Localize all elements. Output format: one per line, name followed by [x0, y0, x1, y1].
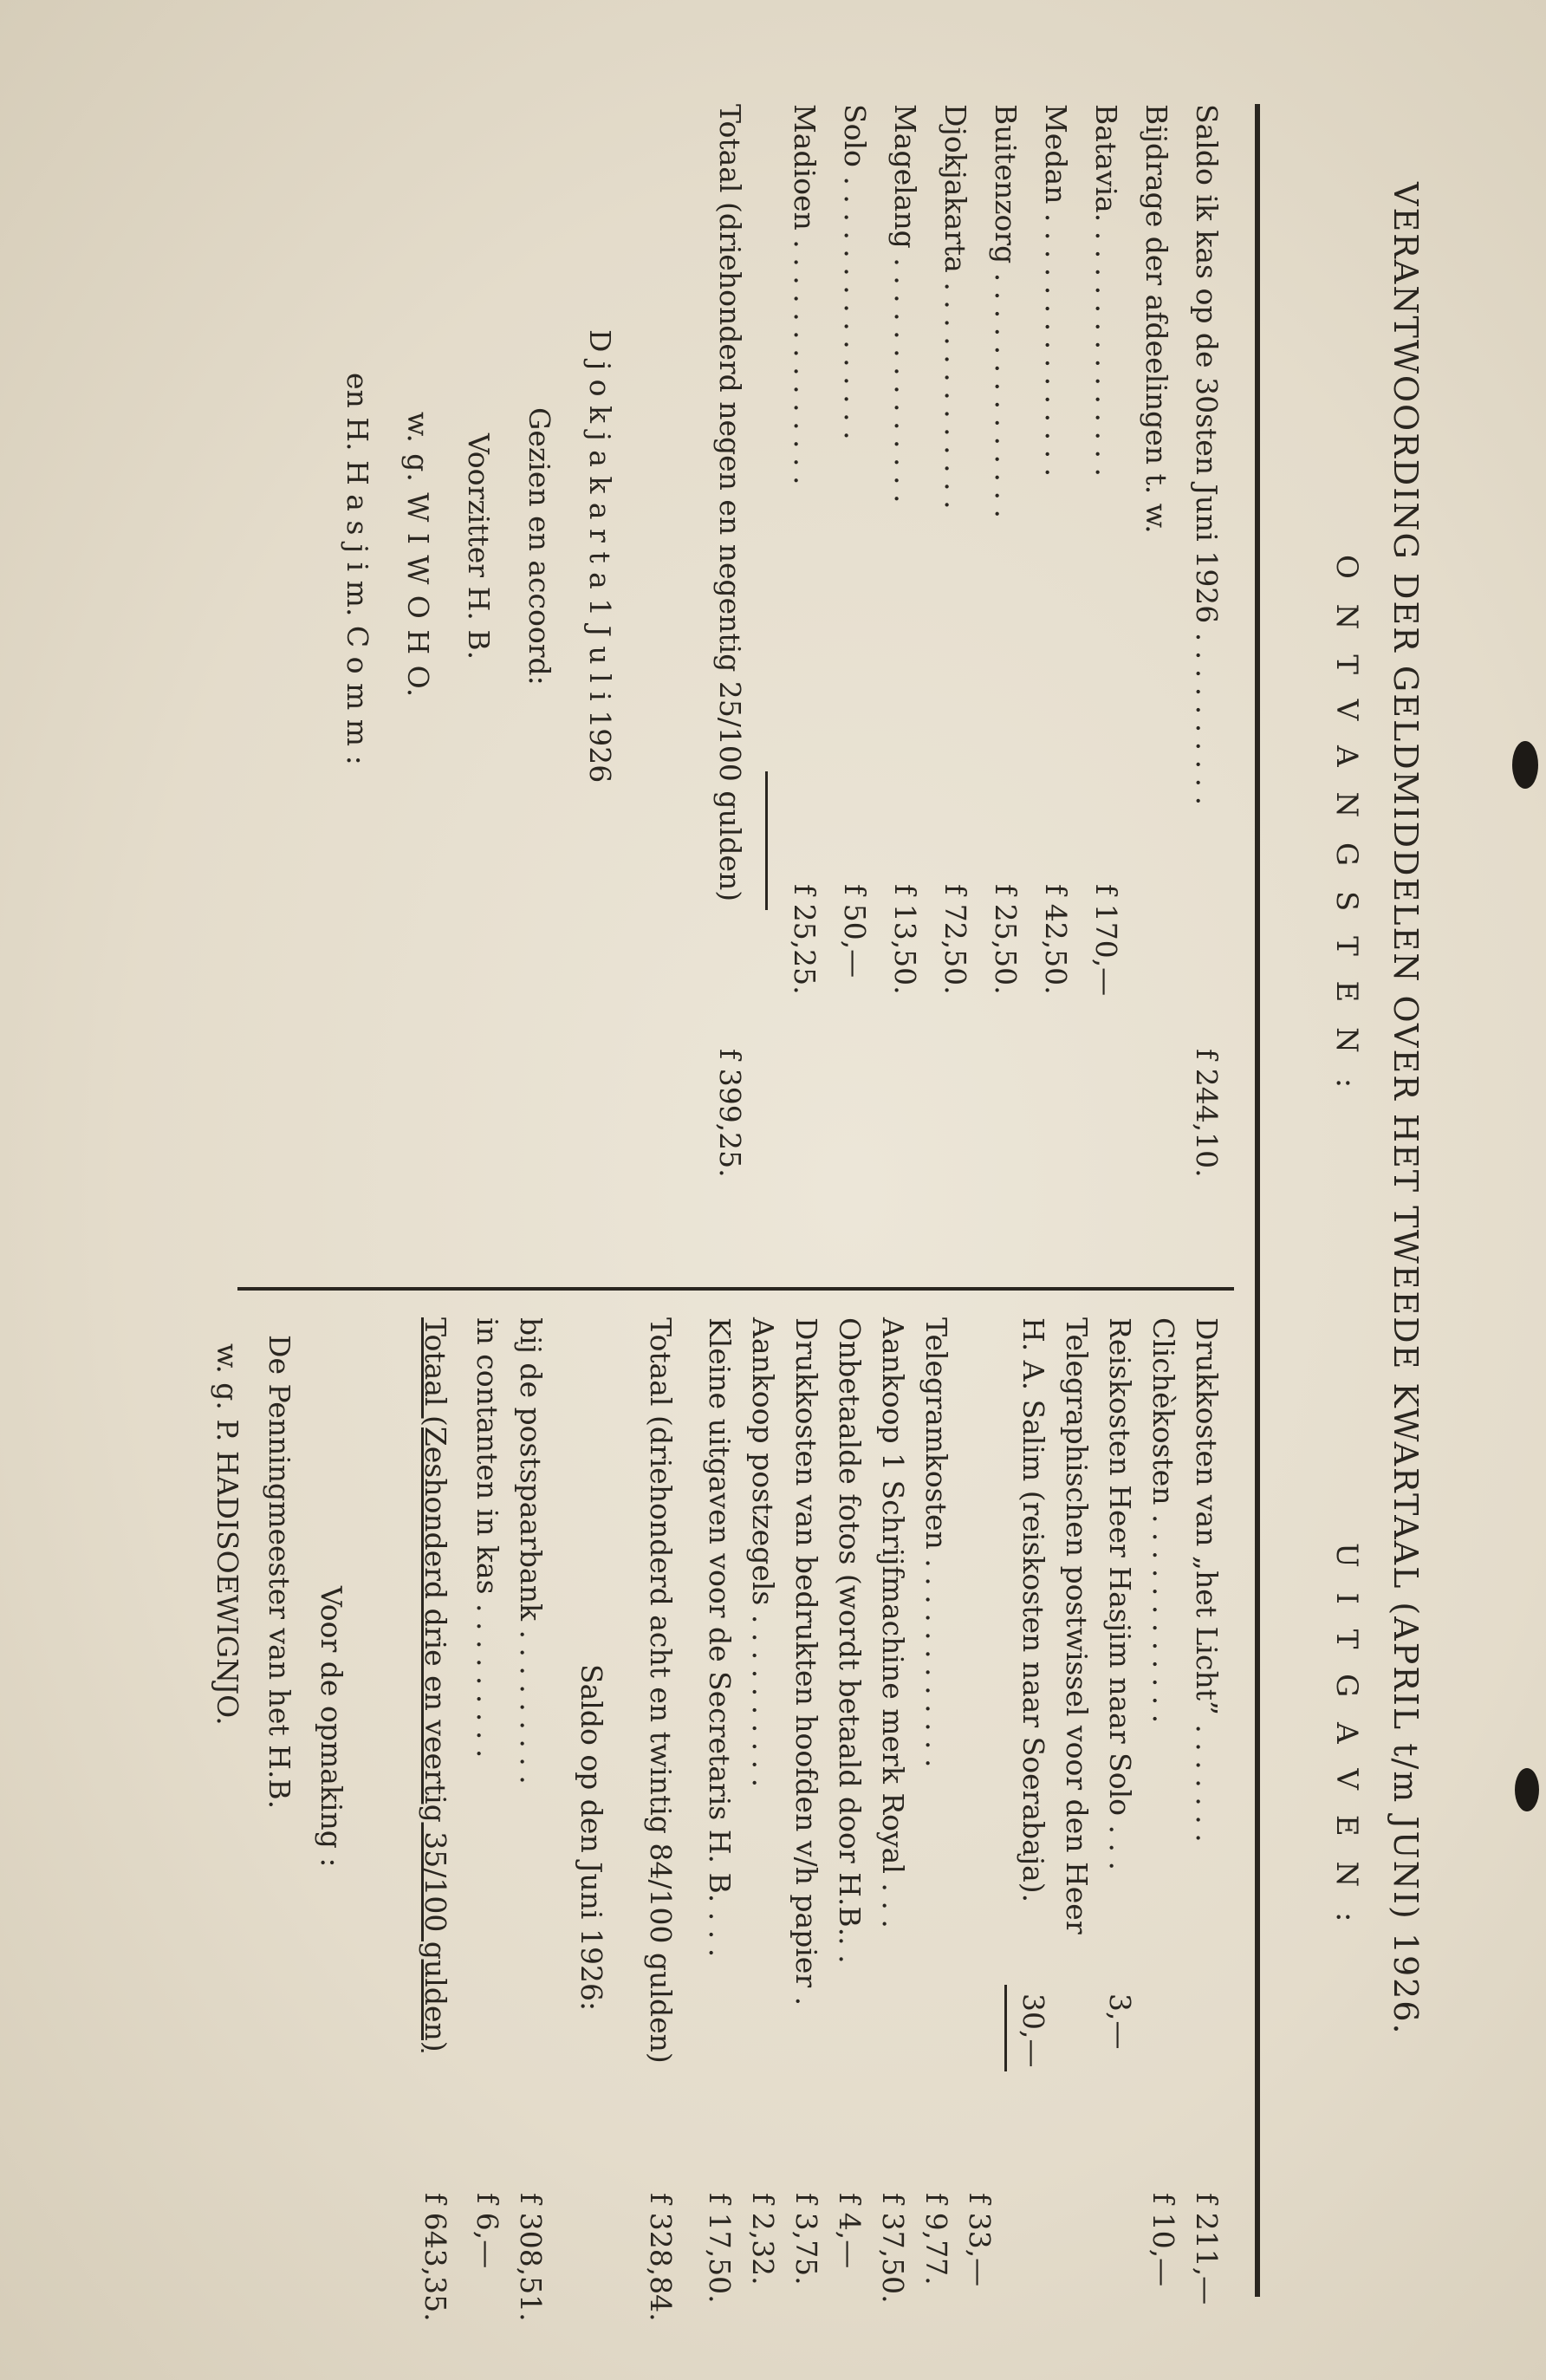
income-row: Madioen . . . . . . . . . . . . . . f 25,25. — [788, 104, 822, 995]
treasurer-signature: w. g. P. HADISOEWIGNJO. — [211, 1343, 244, 1726]
income-row: Solo . . . . . . . . . . . . . . . f 50,— — [838, 104, 872, 979]
expense-row: Clichèkosten . . . . . . . . . . . . f 10,— — [1147, 1317, 1180, 2287]
grand-total-row: Totaal (Zeshonderd drie en veertig 35/100 gulden) f 643,35. — [419, 1317, 452, 2322]
approval-text: Gezien en accoord: — [523, 407, 556, 686]
expense-row: Drukkosten van „het Licht” . . . . . . . f 211,— — [1190, 1317, 1224, 2305]
expense-row: Aankoop 1 Schrijfmachine merk Royal . . . f 37,50. — [876, 1317, 910, 2304]
column-divider — [237, 1287, 1234, 1291]
expense-row: f 33,— — [963, 2193, 997, 2287]
expense-row: Telegramkosten . . . . . . . . . . . . f 9,77. — [919, 1317, 953, 2286]
expense-row: Reiskosten Heer Hasjim naar Solo . . . 3,— — [1103, 1317, 1137, 2050]
expense-total-row: Totaal (driehonderd acht en twintig 84/100 gulden) f 328,84. — [644, 1317, 678, 2322]
header-rule — [1255, 104, 1260, 2297]
subtotal-rule — [1004, 1985, 1007, 2071]
expense-row: H. A. Salim (reiskosten naar Soerabaja). 30,— — [1017, 1317, 1050, 2068]
income-row: Bijdrage der afdeelingen t. w. — [1140, 104, 1173, 534]
income-row: Medan . . . . . . . . . . . . . . . f 42,50. — [1039, 104, 1073, 995]
place-date: D j o k j a k a r t a 1 J u l i 1926 — [583, 329, 617, 784]
drafting-note: Voor de opmaking : — [315, 1586, 348, 1868]
chairman-title: Voorzitter H. B. — [462, 433, 496, 660]
income-row: Saldo ik kas op de 30sten Juni 1926 . . . . . . . . . . f 244,10. — [1190, 104, 1224, 1178]
income-row: Buitenzorg . . . . . . . . . . . . . . f 25,50. — [989, 104, 1023, 995]
expense-row: Onbetaalde fotos (wordt betaald door H.B.. . f 4,— — [833, 1317, 867, 2269]
income-row: Magelang . . . . . . . . . . . . . . f 13,50. — [888, 104, 922, 995]
commissioner-signature: en H. H a s j i m. C o m m : — [341, 373, 374, 765]
expenses-heading: U I T G A V E N : — [1329, 1543, 1364, 1930]
income-row: Djokjakarta . . . . . . . . . . . . . f 72,50. — [939, 104, 972, 995]
subtotal-rule — [765, 771, 768, 910]
chairman-signature: w. g. W I W O H O. — [401, 412, 435, 699]
treasurer-title: De Penningmeester van het H.B. — [263, 1335, 296, 1810]
balance-heading: Saldo op den Juni 1926: — [575, 1664, 608, 2012]
income-total-row: Totaal (driehonderd negen en negentig 25/100 gulden) f 399,25. — [713, 104, 747, 1178]
expense-row: Telegraphischen postwissel voor den Heer — [1060, 1317, 1094, 1935]
income-heading: O N T V A N G S T E N : — [1329, 555, 1364, 1096]
balance-row: in contanten in kas . . . . . . . . . f 6,— — [471, 1317, 504, 2269]
expense-row: Drukkosten van bedrukten hoofden v/h papier . f 3,75. — [789, 1317, 823, 2286]
expense-row: Aankoop postzegels . . . . . . . . . . f 2,32. — [746, 1317, 780, 2286]
income-row: Batavia. . . . . . . . . . . . . . . f 170,— — [1089, 104, 1123, 997]
document-title: VERANTWOORDING DER GELDMIDDELEN OVER HET TWEEDE KWARTAAL (APRIL t/m JUNI) 1926. — [1387, 182, 1425, 2036]
balance-row: bij de postspaarbank . . . . . . . . . f 308,51. — [514, 1317, 548, 2322]
expense-row: Kleine uitgaven voor de Secretaris H. B. . . . f 17,50. — [703, 1317, 737, 2304]
